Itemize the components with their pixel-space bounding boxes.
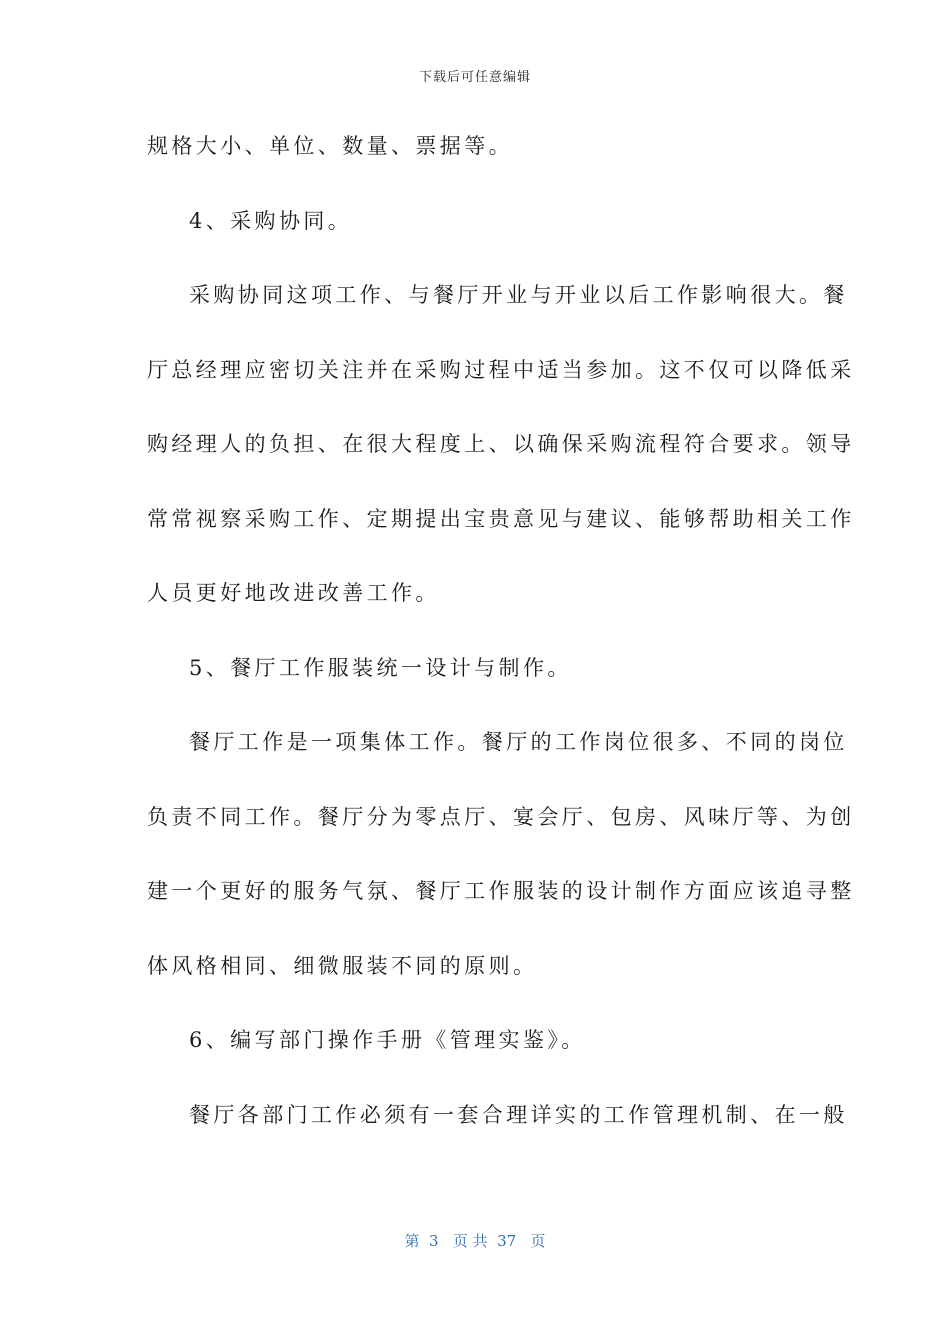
text-line: 建一个更好的服务气氛、餐厅工作服装的设计制作方面应该追寻整 <box>147 879 855 903</box>
text-line: 购经理人的负担、在很大程度上、以确保采购流程符合要求。领导 <box>147 432 855 456</box>
text-line: 负责不同工作。餐厅分为零点厅、宴会厅、包房、风味厅等、为创 <box>147 804 855 829</box>
page-number-footer: 第 3 页 共 37 页 <box>404 1232 546 1250</box>
section-heading: 5、餐厅工作服装统一设计与制作。 <box>189 655 572 680</box>
text-line: 体风格相同、细微服装不同的原则。 <box>147 953 538 978</box>
document-body <box>147 128 855 1171</box>
section-heading: 6、编写部门操作手册《管理实鉴》。 <box>189 1028 586 1052</box>
text-line: 厅总经理应密切关注并在采购过程中适当参加。这不仅可以降低采 <box>147 357 855 382</box>
page-header: 下载后可任意编辑 <box>418 70 531 85</box>
text-line: 常常视察采购工作、定期提出宝贵意见与建议、能够帮助相关工作 <box>147 506 855 531</box>
text-line: 餐厅工作是一项集体工作。餐厅的工作岗位很多、不同的岗位 <box>189 730 848 754</box>
text-line: 采购协同这项工作、与餐厅开业与开业以后工作影响很大。餐 <box>189 283 848 307</box>
text-line: 人员更好地改进改善工作。 <box>147 581 440 605</box>
text-line: 规格大小、单位、数量、票据等。 <box>147 134 513 158</box>
text-line: 餐厅各部门工作必须有一套合理详实的工作管理机制、在一般 <box>189 1102 848 1127</box>
section-heading: 4、采购协同。 <box>189 208 353 233</box>
